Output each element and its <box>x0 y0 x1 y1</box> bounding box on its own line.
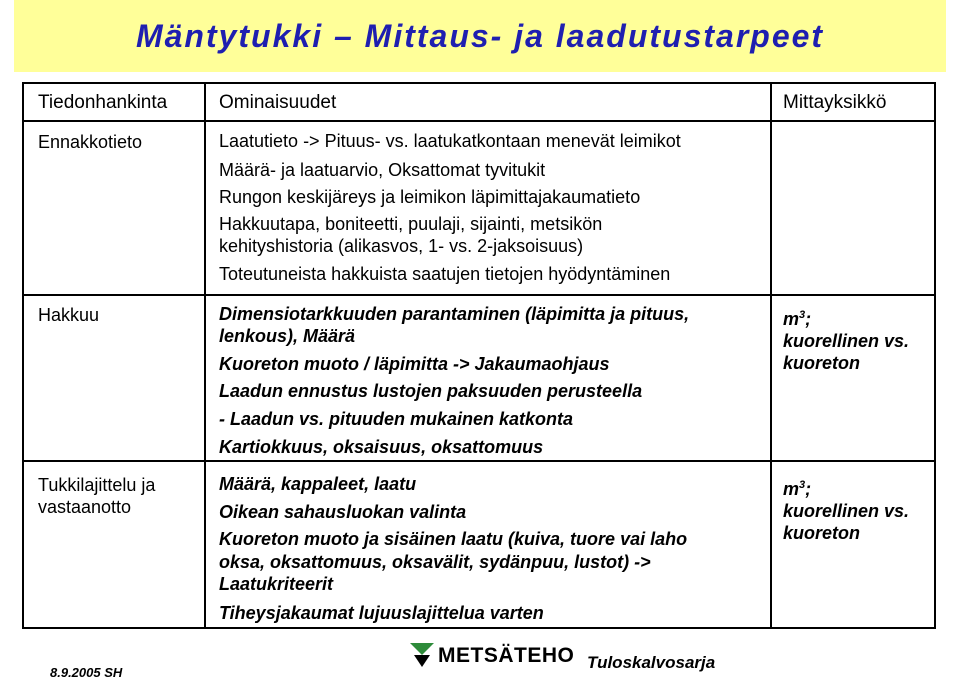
row1-line-6: Toteutuneista hakkuista saatujen tietojen hyödyntäminen <box>219 264 671 284</box>
unit-line3: kuoreton <box>783 523 861 543</box>
metsateho-logo-icon <box>410 643 434 669</box>
unit-rest: ; <box>805 479 812 499</box>
unit-main: m <box>783 309 800 329</box>
label-line-2: vastaanotto <box>38 497 132 517</box>
row1-line-2: Määrä- ja laatuarvio, Oksattomat tyvitukit <box>219 160 546 180</box>
requirements-table <box>22 82 936 629</box>
row2-line-1: Dimensiotarkkuuden parantaminen (läpimitta ja pituus, <box>219 304 690 324</box>
unit-line3: kuoreton <box>783 353 861 373</box>
header-mittayksikko: Mittayksikkö <box>783 92 887 113</box>
row3-line-5: Laatukriteerit <box>219 574 334 594</box>
row2-line-2: lenkous), Määrä <box>219 326 356 346</box>
unit-main: m <box>783 479 800 499</box>
row2-line-4: Laadun ennustus lustojen paksuuden perusteella <box>219 381 643 401</box>
row3-line-4: oksa, oksattomuus, oksavälit, sydänpuu, lustot) -> <box>219 552 651 572</box>
row1-line-3: Rungon keskijäreys ja leimikon läpimittajakaumatieto <box>219 187 641 207</box>
row1-line-1: Laatutieto -> Pituus- vs. laatukatkontaan menevät leimikot <box>219 131 681 151</box>
header-ominaisuudet: Ominaisuudet <box>219 92 337 113</box>
column-divider-2 <box>770 84 772 627</box>
row2-line-5: - Laadun vs. pituuden mukainen katkonta <box>219 409 574 429</box>
row-label-hakkuu: Hakkuu <box>38 305 100 325</box>
unit-sup: 3 <box>799 309 806 321</box>
label-line-1: Tukkilajittelu ja <box>38 475 156 495</box>
unit-line2: kuorellinen vs. <box>783 501 910 521</box>
unit-sup: 3 <box>799 479 806 491</box>
header-tiedonhankinta: Tiedonhankinta <box>38 92 168 113</box>
row3-line-1: Määrä, kappaleet, laatu <box>219 474 417 494</box>
row2-line-6: Kartiokkuus, oksaisuus, oksattomuus <box>219 437 544 457</box>
footer-right: Tuloskalvosarja <box>587 653 716 672</box>
row3-line-3: Kuoreton muoto ja sisäinen laatu (kuiva, tuore vai laho <box>219 529 688 549</box>
row2-line-3: Kuoreton muoto / läpimitta -> Jakaumaohjaus <box>219 354 610 374</box>
row1-line-4: Hakkuutapa, boniteetti, puulaji, sijainti, metsikön <box>219 214 603 234</box>
header-divider <box>24 120 934 122</box>
unit-rest: ; <box>805 309 812 329</box>
row3-unit <box>783 474 909 544</box>
metsateho-logo <box>410 641 574 671</box>
logo-text: METSÄTEHO <box>438 644 575 667</box>
row-label-ennakkotieto: Ennakkotieto <box>38 132 143 152</box>
row-divider-2 <box>24 460 934 462</box>
row3-line-6: Tiheysjakaumat lujuuslajittelua varten <box>219 603 544 623</box>
column-divider-1 <box>204 84 206 627</box>
row2-unit <box>783 304 909 374</box>
footer-date: 8.9.2005 SH <box>50 665 123 680</box>
row-label-tukkilajittelu <box>38 474 155 518</box>
row1-line-5: kehityshistoria (alikasvos, 1- vs. 2-jaksoisuus) <box>219 236 584 256</box>
slide-title: Mäntytukki – Mittaus- ja laadutustarpeet <box>135 17 825 54</box>
unit-line2: kuorellinen vs. <box>783 331 910 351</box>
row3-line-2: Oikean sahausluokan valinta <box>219 502 467 522</box>
row-divider-1 <box>24 294 934 296</box>
